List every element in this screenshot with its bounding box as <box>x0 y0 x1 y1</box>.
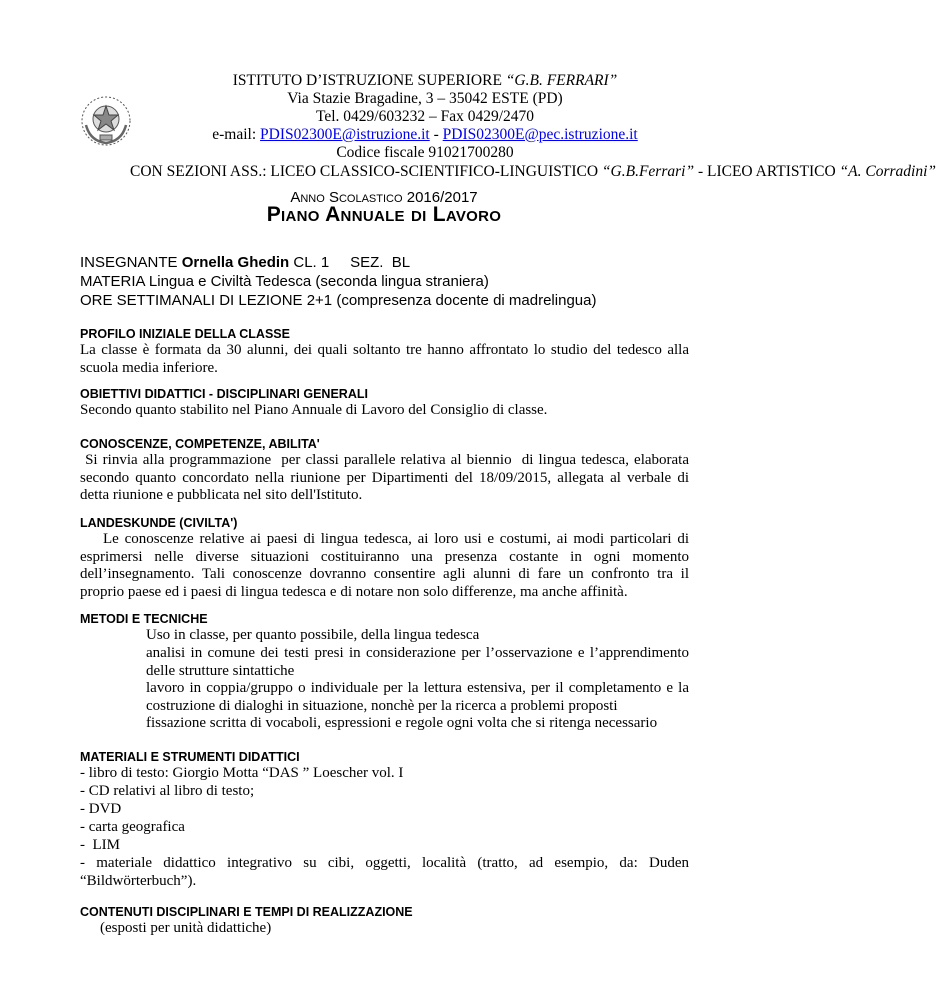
italian-republic-emblem-icon <box>80 95 132 147</box>
document-title: Piano Annuale di Lavoro <box>266 203 502 226</box>
profile-heading: PROFILO INIZIALE DELLA CLASSE <box>80 327 290 341</box>
methods-item: Uso in classe, per quanto possibile, della lingua tedesca <box>146 627 480 643</box>
email-line <box>130 126 720 144</box>
teacher-name: Ornella Ghedin <box>181 254 290 271</box>
school-year-value: 2016/2017 <box>406 189 478 206</box>
institute-name: “G.B. FERRARI” <box>505 72 618 89</box>
class-section: CL. 1 SEZ. BL <box>289 254 411 271</box>
materials-item: - CD relativi al libro di testo; <box>80 783 255 799</box>
teacher-label: INSEGNANTE <box>80 254 182 271</box>
phone-line: Tel. 0429/603232 – Fax 0429/2470 <box>315 108 535 125</box>
materials-item: - materiale didattico integrativo su cibi, oggetti, località (tratto, ad esempio, da: Duden “Bildwörterbuch”). <box>80 855 689 889</box>
objectives-heading: OBIETTIVI DIDATTICI - DISCIPLINARI GENERALI <box>80 387 368 401</box>
methods-item: fissazione scritta di vocaboli, espressioni e regole ogni volta che si ritenga necessario <box>146 715 658 731</box>
materials-item: - carta geografica <box>80 819 185 835</box>
school-year-label: Anno Scolastico <box>290 189 403 206</box>
sections-prefix: CON SEZIONI ASS.: LICEO CLASSICO-SCIENTIFICO-LINGUISTICO <box>130 163 602 180</box>
contents-subtext: (esposti per unità didattiche) <box>100 920 272 936</box>
landeskunde-text: Le conoscenze relative ai paesi di lingua tedesca, ai loro usi e costumi, ai modi particolari di esprimersi nelle diverse situazioni costituiranno una presenza costante in ogni momento dell’insegnamento. Tali conoscenze dovranno consentire agli alunni di fare un confronto tra il proprio paese ed i paesi di lingua tedesca e di notare non solo differenze, ma anche affinità. <box>80 531 693 600</box>
materials-item: - LIM <box>80 837 120 853</box>
methods-heading: METODI E TECNICHE <box>80 612 208 626</box>
materials-item: - DVD <box>80 801 122 817</box>
sections-corradini: “A. Corradini” <box>839 163 936 180</box>
landeskunde-heading: LANDESKUNDE (CIVILTA') <box>80 516 238 530</box>
teacher-line <box>80 254 410 272</box>
sections-mid: - LICEO ARTISTICO <box>694 163 840 180</box>
address-line: Via Stazie Bragadine, 3 – 35042 ESTE (PD) <box>287 90 563 107</box>
profile-text: La classe è formata da 30 alunni, dei quali soltanto tre hanno affrontato lo studio del tedesco alla scuola media inferiore. <box>80 342 689 376</box>
skills-heading: CONOSCENZE, COMPETENZE, ABILITA' <box>80 437 320 451</box>
tax-code-line: Codice fiscale 91021700280 <box>336 144 514 161</box>
materials-heading: MATERIALI E STRUMENTI DIDATTICI <box>80 750 300 764</box>
methods-item: lavoro in coppia/gruppo o individuale per la lettura estensiva, per il completamento e la costruzione di dialoghi in situazione, nonchè per la ricerca a problemi proposti <box>146 680 689 714</box>
subject-line: MATERIA Lingua e Civiltà Tedesca (seconda lingua straniera) <box>80 273 489 290</box>
email-link[interactable]: PDIS02300E@istruzione.it <box>260 126 430 143</box>
pec-link[interactable]: PDIS02300E@pec.istruzione.it <box>442 126 638 143</box>
sections-line <box>130 163 936 181</box>
objectives-text: Secondo quanto stabilito nel Piano Annuale di Lavoro del Consiglio di classe. <box>80 402 548 418</box>
materials-item: - libro di testo: Giorgio Motta “DAS ” Loescher vol. I <box>80 765 404 781</box>
institute-line <box>130 72 720 90</box>
email-separator: - <box>429 126 443 143</box>
methods-item: analisi in comune dei testi presi in considerazione per l’osservazione e l’apprendimento delle strutture sintattiche <box>146 645 689 679</box>
sections-ferrari: “G.B.Ferrari” <box>601 163 695 180</box>
email-prefix: e-mail: <box>212 126 261 143</box>
institute-label: ISTITUTO D’ISTRUZIONE SUPERIORE <box>232 72 502 89</box>
skills-text: Si rinvia alla programmazione per classi parallele relativa al biennio di lingua tedesca, elaborata secondo quanto concordato nella riunione per Dipartimenti del 18/09/2015, allegata al verbale di detta riunione e pubblicata nel sito dell'Istituto. <box>80 452 693 503</box>
contents-heading: CONTENUTI DISCIPLINARI E TEMPI DI REALIZZAZIONE <box>80 905 413 919</box>
hours-line: ORE SETTIMANALI DI LEZIONE 2+1 (compresenza docente di madrelingua) <box>80 292 597 309</box>
